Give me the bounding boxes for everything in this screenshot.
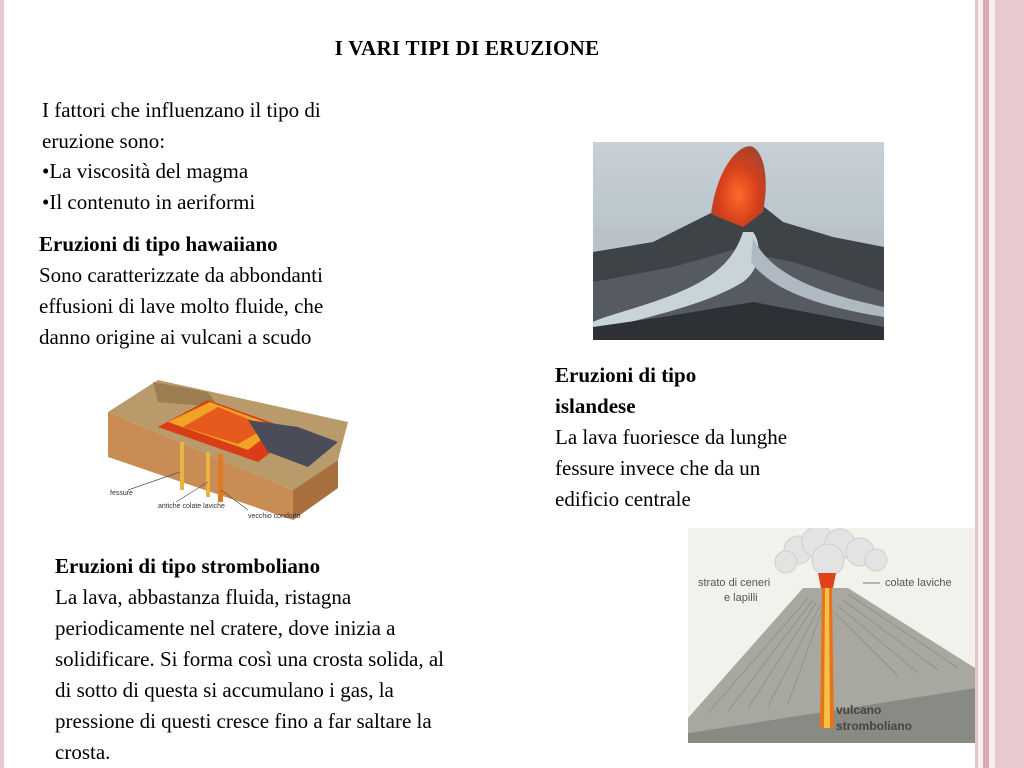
intro-line-2: eruzione sono:: [42, 128, 166, 153]
intro-text: [42, 95, 482, 217]
strombolian-line-2: periodicamente nel cratere, dove inizia a: [55, 616, 396, 640]
strombolian-line-4: di sotto di questa si accumulano i gas, la: [55, 678, 394, 702]
strombolian-line-3: solidificare. Si forma così una crosta solida, al: [55, 647, 444, 671]
intro-bullet-gas: •Il contenuto in aeriformi: [42, 189, 256, 214]
hawaiian-heading: Eruzioni di tipo hawaiiano: [39, 232, 278, 256]
strombolian-line-5: pressione di questi cresce fino a far saltare la: [55, 709, 432, 733]
icelandic-line-2: fessure invece che da un: [555, 456, 761, 480]
hawaiian-line-2: effusioni di lave molto fluide, che: [39, 294, 324, 318]
icelandic-heading-2: islandese: [555, 394, 636, 418]
strombolian-heading: Eruzioni di tipo stromboliano: [55, 554, 321, 578]
volcano-name-label-1: vulcano: [836, 703, 882, 717]
old-conduit-label: vecchio condotto: [248, 513, 301, 520]
lava-flows-label: colate laviche: [885, 577, 952, 589]
right-decorative-frame: [975, 0, 1024, 768]
strombolian-line-1: La lava, abbastanza fluida, ristagna: [55, 585, 352, 609]
strombolian-section: [55, 551, 615, 768]
strombolian-line-6: crosta.: [55, 740, 111, 764]
hawaiian-section: [39, 229, 469, 353]
ash-layer-label-1: strato di ceneri: [698, 577, 771, 589]
hawaiian-volcano-photo: [593, 142, 884, 340]
ash-layer-label-2: e lapilli: [724, 592, 758, 604]
hawaiian-line-3: danno origine ai vulcani a scudo: [39, 325, 312, 349]
fissure-label: fessure: [110, 490, 133, 497]
hawaiian-line-1: Sono caratterizzate da abbondanti: [39, 263, 323, 287]
volcano-name-label-2: stromboliano: [836, 719, 913, 733]
fissure-eruption-diagram: [98, 372, 350, 522]
icelandic-heading-1: Eruzioni di tipo: [555, 363, 697, 387]
slide-title: I VARI TIPI DI ERUZIONE: [334, 36, 600, 60]
intro-line-1: I fattori che influenzano il tipo di: [42, 98, 321, 122]
intro-bullet-viscosity: •La viscosità del magma: [42, 159, 249, 183]
icelandic-line-1: La lava fuoriesce da lunghe: [555, 425, 788, 449]
strombolian-volcano-diagram: [688, 528, 975, 743]
left-border: [0, 0, 4, 768]
old-flows-label: antiche colate laviche: [158, 503, 225, 510]
icelandic-line-3: edificio centrale: [555, 487, 691, 511]
icelandic-section: [555, 360, 915, 515]
